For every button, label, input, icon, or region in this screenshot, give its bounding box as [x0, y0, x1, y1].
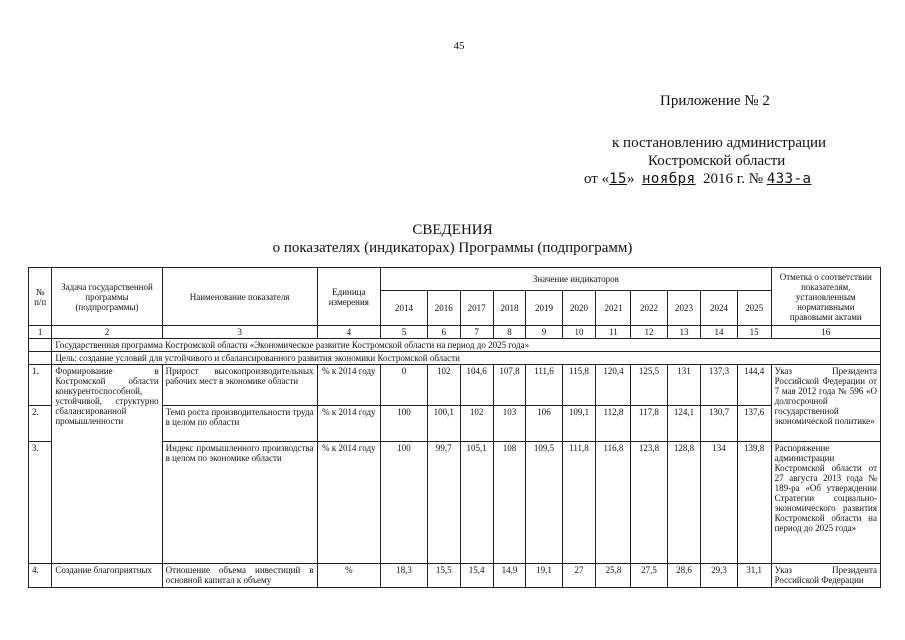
column-number: 15 [737, 326, 771, 339]
column-number-row [29, 326, 881, 339]
value-cell: 131 [667, 365, 701, 406]
header-task: Задача государственной программы (подпрограммы) [52, 268, 162, 326]
decree-month: ноября [641, 171, 696, 187]
indicator-name: Отношение объема инвестиций в основной капитал к объему [162, 564, 317, 588]
value-cell: 139,8 [737, 442, 771, 564]
decree-day: 15 [609, 171, 627, 187]
header-year: 2024 [701, 291, 737, 326]
value-cell: 112,8 [596, 406, 631, 442]
value-cell: 137,3 [701, 365, 737, 406]
value-cell: 120,4 [596, 365, 631, 406]
column-number: 16 [771, 326, 880, 339]
value-cell: 137,6 [737, 406, 771, 442]
value-cell: 124,1 [667, 406, 701, 442]
date-prefix: от « [584, 171, 610, 187]
value-cell: 31,1 [737, 564, 771, 588]
header-year: 2014 [381, 291, 428, 326]
indicators-table [28, 267, 881, 588]
column-number: 12 [631, 326, 667, 339]
decree-date-line [584, 171, 811, 188]
value-cell: 28,6 [667, 564, 701, 588]
column-number: 6 [427, 326, 460, 339]
decree-reference: к постановлению администрации [612, 135, 827, 151]
column-number: 14 [701, 326, 737, 339]
table-row [29, 365, 881, 406]
header-year: 2023 [667, 291, 701, 326]
value-cell: 128,8 [667, 442, 701, 564]
column-number: 13 [667, 326, 701, 339]
header-year: 2022 [631, 291, 667, 326]
value-cell: 102 [427, 365, 460, 406]
value-cell: 109,5 [526, 442, 562, 564]
value-cell: 116,8 [596, 442, 631, 564]
decree-number: 433-а [766, 171, 812, 187]
value-cell: 25,8 [596, 564, 631, 588]
value-cell: 106 [526, 406, 562, 442]
header-year: 2021 [596, 291, 631, 326]
value-cell: 117,8 [631, 406, 667, 442]
value-cell: 107,8 [493, 365, 526, 406]
column-number: 11 [596, 326, 631, 339]
table-row [29, 564, 881, 588]
value-cell: 15,5 [427, 564, 460, 588]
column-number: 1 [29, 326, 52, 339]
header-year: 2016 [427, 291, 460, 326]
header-note: Отметка о соответствии показателям, установленным нормативными правовыми актами [771, 268, 880, 326]
header-unit: Единица измерения [317, 268, 381, 326]
region-name: Костромской области [648, 153, 786, 169]
unit-cell: % к 2014 году [317, 442, 381, 564]
indicator-name: Прирост высокопроизводительных рабочих мест в экономике области [162, 365, 317, 406]
date-quote-close: » [626, 171, 635, 187]
note-cell: Указ Президента Российской Федерации [771, 564, 880, 588]
column-number: 8 [493, 326, 526, 339]
value-cell: 111,8 [562, 442, 596, 564]
value-cell: 134 [701, 442, 737, 564]
value-cell: 125,5 [631, 365, 667, 406]
program-name: Государственная программа Костромской области «Экономическое развитие Костромской области на период до 2025 года» [52, 339, 881, 352]
value-cell: 102 [460, 406, 493, 442]
value-cell: 99,7 [427, 442, 460, 564]
value-cell: 123,8 [631, 442, 667, 564]
value-cell: 100,1 [427, 406, 460, 442]
column-number: 5 [381, 326, 428, 339]
value-cell: 144,4 [737, 365, 771, 406]
value-cell: 15,4 [460, 564, 493, 588]
value-cell: 100 [381, 442, 428, 564]
value-cell: 108 [493, 442, 526, 564]
appendix-label: Приложение № 2 [660, 93, 770, 109]
value-cell: 115,8 [562, 365, 596, 406]
program-row [29, 339, 881, 352]
header-num: № п/п [29, 268, 52, 326]
column-number: 3 [162, 326, 317, 339]
row-number: 3. [29, 442, 52, 564]
document-subtitle: о показателях (индикаторах) Программы (подпрограмм) [272, 240, 633, 256]
task-cell: Создание благоприятных [52, 564, 162, 588]
header-year: 2025 [737, 291, 771, 326]
value-cell: 104,6 [460, 365, 493, 406]
unit-cell: % к 2014 году [317, 406, 381, 442]
value-cell: 100 [381, 406, 428, 442]
header-year: 2017 [460, 291, 493, 326]
header-year: 2018 [493, 291, 526, 326]
value-cell: 18,3 [381, 564, 428, 588]
header-year: 2020 [562, 291, 596, 326]
note-cell: Указ Президента Российской Федерации от 7 мая 2012 года № 596 «О долгосрочной государственной экономической политике» [771, 365, 880, 442]
value-cell: 14,9 [493, 564, 526, 588]
page-number: 45 [453, 40, 465, 52]
column-number: 2 [52, 326, 162, 339]
row-number: 1. [29, 365, 52, 406]
header-indicator: Наименование показателя [162, 268, 317, 326]
unit-cell: % к 2014 году [317, 365, 381, 406]
row-number: 4. [29, 564, 52, 588]
value-cell: 109,1 [562, 406, 596, 442]
value-cell: 103 [493, 406, 526, 442]
program-goal: Цель: создание условий для устойчивого и сбалансированного развития экономики Костромской области [52, 352, 881, 365]
column-number: 7 [460, 326, 493, 339]
goal-row [29, 352, 881, 365]
document-title: СВЕДЕНИЯ [412, 222, 493, 238]
value-cell: 105,1 [460, 442, 493, 564]
header-year: 2019 [526, 291, 562, 326]
indicator-name: Индекс промышленного производства в целом по экономике области [162, 442, 317, 564]
column-number: 10 [562, 326, 596, 339]
unit-cell: % [317, 564, 381, 588]
value-cell: 29,3 [701, 564, 737, 588]
value-cell: 111,6 [526, 365, 562, 406]
column-number: 9 [526, 326, 562, 339]
value-cell: 27 [562, 564, 596, 588]
column-number: 4 [317, 326, 381, 339]
note-cell: Распоряжение администрации Костромской области от 27 августа 2013 года № 189-ра «Об утверждении Стратегии социально-экономического развития Костромской области на период до 2025 года» [771, 442, 880, 564]
task-cell: Формирование в Костромской области конкурентоспособной, устойчивой, структурно сбалансированной промышленности [52, 365, 162, 564]
value-cell: 27,5 [631, 564, 667, 588]
row-number: 2. [29, 406, 52, 442]
decree-year: 2016 г. № [703, 171, 764, 187]
header-values-group: Значение индикаторов [381, 268, 771, 291]
value-cell: 19,1 [526, 564, 562, 588]
value-cell: 0 [381, 365, 428, 406]
indicator-name: Темп роста производительности труда в целом по области [162, 406, 317, 442]
value-cell: 130,7 [701, 406, 737, 442]
